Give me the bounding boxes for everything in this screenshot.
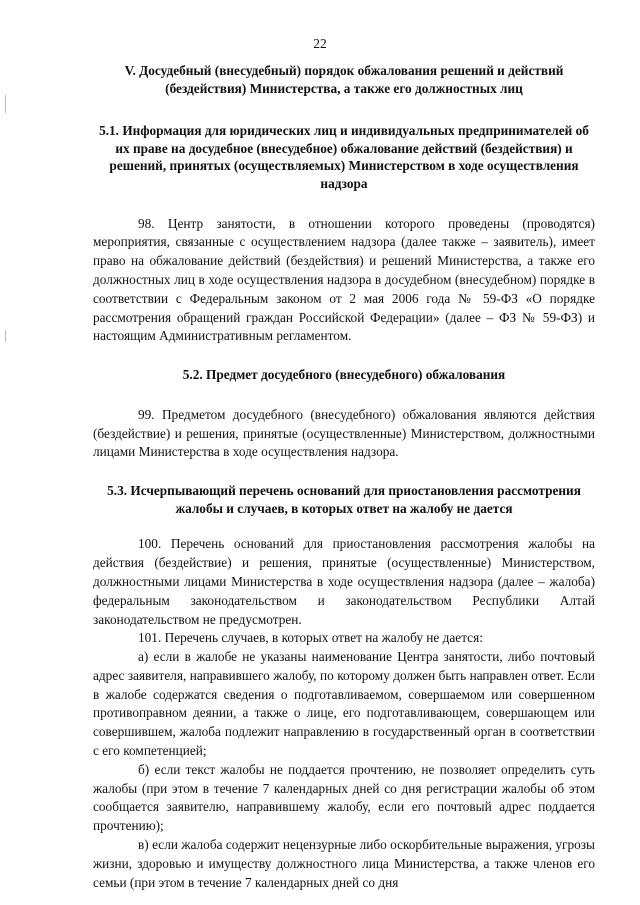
section-heading: 5.2. Предмет досудебного (внесудебного) обжалования bbox=[182, 367, 506, 383]
list-item-a: а) если в жалобе не указаны наименование Центра занятости, либо почтовый адрес заявителя, направившего жалобу, по которому должен быть направлен ответ. Если в жалобе содержатся сведения о подготавливаемом, совершаемом или совершенном противоправном деянии, а также о лице, его подготавливающем, совершающем или совершившем, жалоба подлежит направлению в государственный орган в соответствии с его компетенцией; bbox=[93, 649, 595, 759]
document-body bbox=[93, 62, 595, 892]
section-5-1 bbox=[93, 122, 595, 346]
scan-margin-mark bbox=[5, 330, 6, 342]
page-number: 22 bbox=[313, 36, 327, 51]
paragraph-99: 99. Предметом досудебного (внесудебного) обжалования являются действия (бездействие) и решения, принятые (осуществленные) Министерством, должностными лицами Министерства в ходе осуществления надзора. bbox=[93, 406, 595, 460]
list-item-b: б) если текст жалобы не поддается прочтению, не позволяет определить суть жалобы (при этом в течение 7 календарных дней со дня регистрации жалобы об этом сообщается заявителю, направившему жалобу, если его почтовый адрес поддается прочтению); bbox=[93, 761, 595, 834]
section-heading: 5.3. Исчерпывающий перечень оснований для приостановления рассмотрения жалобы и случаев, в которых ответ на жалобу не дается bbox=[107, 483, 581, 516]
section-5-3 bbox=[93, 482, 595, 892]
section-heading: 5.1. Информация для юридических лиц и индивидуальных предпринимателей об их праве на досудебное (внесудебное) обжалование действий (бездействия) и решений, принятых (осуществляемых) Министерством в ходе осуществления надзора bbox=[99, 123, 589, 191]
scan-margin-mark bbox=[5, 95, 6, 113]
paragraph-98: 98. Центр занятости, в отношении которого проведены (проводятся) мероприятия, связанные с осуществлением надзора (далее также – заявитель), имеет право на обжалование действий (бездействия) и решений Министерства, а также его должностных лиц в ходе осуществления надзора в досудебном (внесудебном) порядке в соответствии с Федеральным законом от 2 мая 2006 года № 59-ФЗ «О порядке рассмотрения обращений граждан Российской Федерации» (далее – ФЗ № 59-ФЗ) и настоящим Административным регламентом. bbox=[93, 215, 595, 344]
chapter-title: V. Досудебный (внесудебный) порядок обжалования решений и действий (бездействия) Министерства, а также его должностных лиц bbox=[124, 63, 564, 96]
list-item-v: в) если жалоба содержит нецензурные либо оскорбительные выражения, угрозы жизни, здоровью и имуществу должностного лица Министерства, а также членов его семьи (при этом в течение 7 календарных дней со дня bbox=[93, 837, 595, 890]
section-5-2 bbox=[93, 366, 595, 462]
paragraph-100: 100. Перечень оснований для приостановления рассмотрения жалобы на действия (бездействие) и решения, принятые (осуществленные) Министерством, должностными лицами Министерства в ходе осуществления надзора (далее – жалоба) федеральным законодательством и законодательством Республики Алтай законодательством не предусмотрен. bbox=[93, 536, 595, 627]
paragraph-101: 101. Перечень случаев, в которых ответ на жалобу не дается: bbox=[138, 630, 483, 646]
